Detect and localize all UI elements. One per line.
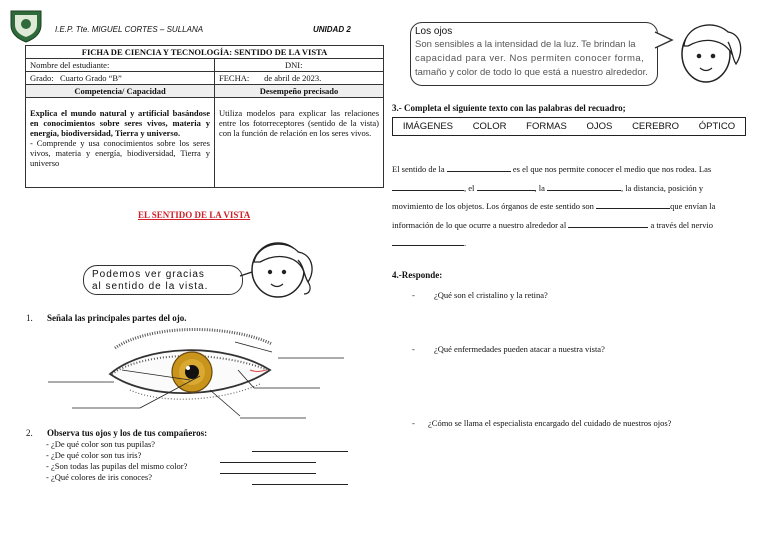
date-value: de abril de 2023.: [264, 73, 322, 83]
q3-blank-2[interactable]: [392, 181, 464, 191]
info-title: Los ojos: [415, 26, 453, 37]
info-line-1: Son sensibles a la intensidad de la luz. Te brindan la: [415, 39, 636, 50]
student-name-field[interactable]: Nombre del estudiante:: [26, 59, 215, 72]
q2-number: 2.: [26, 428, 33, 438]
competencia-header: Competencia/ Capacidad: [26, 85, 215, 98]
grade-label: Grado:: [30, 73, 54, 83]
info-bubble-tail: [654, 30, 674, 50]
q3-line-4: [392, 216, 744, 235]
q4-bullet: -: [412, 418, 415, 428]
q3-text-segment: , la: [534, 182, 545, 193]
q3-line-5: [392, 234, 744, 253]
word-bank-item: OJOS: [586, 121, 613, 132]
info-bubble: [410, 22, 658, 86]
unit-label: UNIDAD 2: [313, 25, 351, 34]
q1-number: 1.: [26, 313, 33, 323]
info-line-2: capacidad para ver. Nos permiten conocer forma,: [415, 53, 645, 64]
q3-blank-4[interactable]: [547, 181, 621, 191]
q2-item: - ¿Qué colores de iris conoces?: [46, 472, 152, 482]
q3-line-1: [392, 160, 744, 179]
q2-item: - ¿Son todas las pupilas del mismo color?: [46, 461, 188, 471]
q3-text-segment: movimiento de los objetos. Los órganos de este sentido son: [392, 201, 594, 211]
q1-text: Señala las principales partes del ojo.: [47, 313, 187, 323]
q3-text-segment: es el que nos permite conocer el medio que nos rodea. Las: [512, 164, 712, 174]
q3-paragraph: [392, 160, 744, 253]
q3-line-2: [392, 179, 744, 198]
grade-value: Cuarto Grado “B”: [59, 73, 122, 83]
q4-title: 4.-Responde:: [392, 270, 443, 280]
q2-item: - ¿De qué color son tus pupilas?: [46, 439, 156, 449]
word-bank-item: COLOR: [472, 121, 507, 132]
q4-bullet: -: [412, 290, 415, 300]
word-bank: [392, 117, 746, 136]
q3-text-segment: .: [464, 238, 467, 248]
section-title: EL SENTIDO DE LA VISTA: [138, 210, 251, 220]
q2-item: - ¿De qué color son tus iris?: [46, 450, 142, 460]
q3-instruction: 3.- Completa el siguiente texto con las palabras del recuadro;: [392, 103, 626, 113]
q3-text-segment: , la distancia, posición y: [621, 182, 704, 193]
q3-text-segment: , el: [464, 182, 475, 193]
speech-line-1: Podemos ver gracias: [92, 269, 205, 280]
q2-answer-3[interactable]: [220, 464, 316, 474]
girl-face-right-illustration: [672, 12, 744, 92]
q4-item: ¿Qué son el cristalino y la retina?: [434, 290, 548, 300]
speech-line-2: al sentido de la vista.: [92, 281, 209, 292]
q3-line-3: [392, 197, 744, 216]
q4-item: ¿Qué enfermedades pueden atacar a nuestra vista?: [434, 344, 605, 354]
desempeno-text: Utiliza modelos para explicar las relaciones entre los fotorreceptores (sentido de la vista) con la función de relación en los seres vivos.: [219, 108, 379, 138]
q2-answer-1[interactable]: [252, 442, 348, 452]
q2-text: Observa tus ojos y los de tus compañeros:: [47, 428, 208, 438]
info-line-3: tamaño y color de todo lo que está a nuestro alrededor.: [415, 67, 648, 78]
q3-blank-7[interactable]: [392, 236, 467, 248]
q3-blank-6[interactable]: [568, 218, 648, 228]
q2-answer-2[interactable]: [220, 453, 316, 463]
word-bank-item: IMÁGENES: [402, 121, 453, 132]
q3-text-segment: información de lo que ocurre a nuestro alrededor al: [392, 219, 567, 230]
desempeno-header: Desempeño precisado: [215, 85, 384, 98]
competencia-text: Explica el mundo natural y artificial basándose en conocimientos sobre seres vivos, materia y energía, biodiversidad, Tierra y universo.: [30, 108, 210, 138]
word-bank-item: ÓPTICO: [698, 121, 736, 132]
q4-bullet: -: [412, 344, 415, 354]
q3-blank-5[interactable]: [596, 199, 670, 209]
q3-text-segment: que envían la: [670, 201, 716, 211]
q4-item: ¿Cómo se llama el especialista encargado del cuidado de nuestros ojos?: [428, 418, 672, 428]
q3-text-segment: El sentido de la: [392, 164, 445, 174]
q3-blank-3[interactable]: [477, 181, 535, 191]
ficha-title: FICHA DE CIENCIA Y TECNOLOGÍA: SENTIDO DE LA VISTA: [26, 46, 384, 59]
capacidad-text: - Comprende y usa conocimientos sobre los seres vivos, materia y energía, biodiversidad, Tierra y universo: [30, 138, 210, 168]
eye-pointer-lines: [0, 0, 384, 430]
date-label: FECHA:: [219, 73, 250, 83]
school-name: I.E.P. Tte. MIGUEL CORTES – SULLANA: [55, 25, 204, 34]
q3-blank-1[interactable]: [447, 162, 511, 172]
word-bank-item: CEREBRO: [632, 121, 680, 132]
word-bank-item: FORMAS: [526, 121, 567, 132]
dni-field[interactable]: DNI:: [215, 59, 384, 72]
q2-answer-4[interactable]: [252, 475, 348, 485]
q3-text-segment: a través del nervio: [650, 219, 713, 230]
